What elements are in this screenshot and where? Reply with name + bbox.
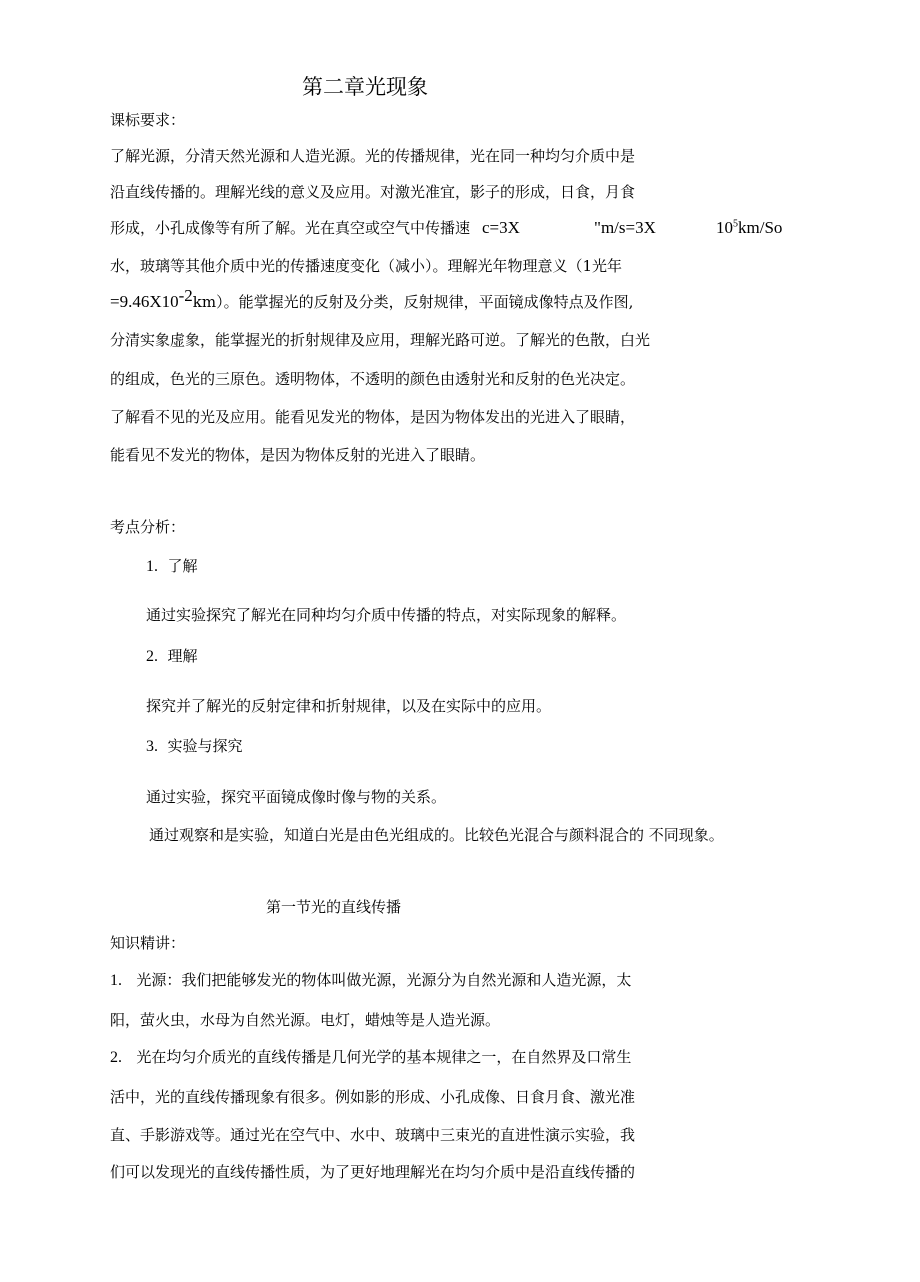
curriculum-line-7: 的组成，色光的三原色。透明物体，不透明的颜色由透射光和反射的色光决定。 (110, 370, 636, 388)
curriculum-label: 课标要求： (110, 111, 186, 129)
line3-formula-ms: "m/s=3X (594, 218, 656, 237)
point-1-line-2: 阳，萤火虫，水母为自然光源。电灯，蜡烛等是人造光源。 (110, 1011, 501, 1029)
knowledge-label: 知识精讲： (110, 934, 186, 952)
analysis-item-2-num: 2. (146, 648, 158, 665)
analysis-item-3-num: 3. (146, 738, 158, 755)
analysis-item-3-heading (146, 736, 243, 757)
point-1-line-1 (110, 970, 631, 991)
curriculum-line-4: 水，玻璃等其他介质中光的传播速度变化（减小）。理解光年物理意义（1光年 (110, 257, 623, 275)
analysis-item-1-desc: 通过实验探究了解光在同种均匀介质中传播的特点，对实际现象的解释。 (146, 606, 627, 624)
point-2-num: 2. (110, 1049, 122, 1066)
analysis-label: 考点分析： (110, 518, 186, 536)
point-2-line-1 (110, 1047, 631, 1068)
line5-text: km）。能掌握光的反射及分类，反射规律，平面镜成像特点及作图, (192, 293, 634, 311)
analysis-item-2-title: 理解 (167, 647, 198, 665)
analysis-item-2-desc: 探究并了解光的反射定律和折射规律，以及在实际中的应用。 (146, 697, 552, 715)
curriculum-line-2: 沿直线传播的。理解光线的意义及应用。对激光准宜，影子的形成，日食，月食 (110, 183, 636, 201)
point-2-text: 光在均匀介质光的直线传播是几何光学的基本规律之一，在自然界及口常生 (136, 1048, 632, 1066)
line3-exponent: 5 (733, 218, 738, 230)
line3-ten: 10 (716, 218, 733, 237)
line3-unit: km/So (738, 218, 783, 237)
point-2-line-3: 直、手影游戏等。通过光在空气中、水中、玻璃中三束光的直进性演示实验，我 (110, 1126, 636, 1144)
analysis-item-3-desc: 通过实验，探究平面镜成像时像与物的关系。 (146, 788, 447, 806)
curriculum-line-8: 了解看不见的光及应用。能看见发光的物体，是因为物体发出的光进入了眼睛， (110, 408, 636, 426)
point-2-line-2: 活中，光的直线传播现象有很多。例如影的形成、小孔成像、日食月食、激光准 (110, 1088, 636, 1106)
line3-formula-km (716, 218, 782, 238)
analysis-item-2-heading (146, 646, 198, 667)
curriculum-line-5 (110, 286, 634, 312)
point-2-line-4: 们可以发现光的直线传播性质，为了更好地理解光在均匀介质中是沿直线传播的 (110, 1163, 636, 1181)
curriculum-line-3 (110, 218, 470, 238)
curriculum-line-1: 了解光源，分清天然光源和人造光源。光的传播规律，光在同一种均匀介质中是 (110, 147, 636, 165)
analysis-item-1-heading (146, 556, 198, 577)
section-title: 第一节光的直线传播 (266, 898, 402, 916)
analysis-extra: 通过观察和是实验，知道白光是由色光组成的。比较色光混合与颜料混合的 不同现象。 (149, 826, 724, 844)
lightyear-value: =9.46X10 (110, 292, 179, 311)
line3-text: 形成，小孔成像等有所了解。光在真空或空气中传播速 (110, 219, 471, 237)
analysis-item-3-title: 实验与探究 (167, 737, 243, 755)
analysis-item-1-num: 1. (146, 558, 158, 575)
lightyear-exponent: -2 (178, 286, 193, 305)
point-1-text: 光源：我们把能够发光的物体叫做光源，光源分为自然光源和人造光源，太 (136, 971, 632, 989)
curriculum-line-6: 分清实象虚象，能掌握光的折射规律及应用，理解光路可逆。了解光的色散，白光 (110, 331, 651, 349)
chapter-title: 第二章光现象 (302, 75, 428, 99)
point-1-num: 1. (110, 972, 122, 989)
line3-formula-c: c=3X (482, 218, 520, 237)
analysis-item-1-title: 了解 (167, 557, 198, 575)
curriculum-line-9: 能看见不发光的物体，是因为物体反射的光进入了眼睛。 (110, 446, 486, 464)
